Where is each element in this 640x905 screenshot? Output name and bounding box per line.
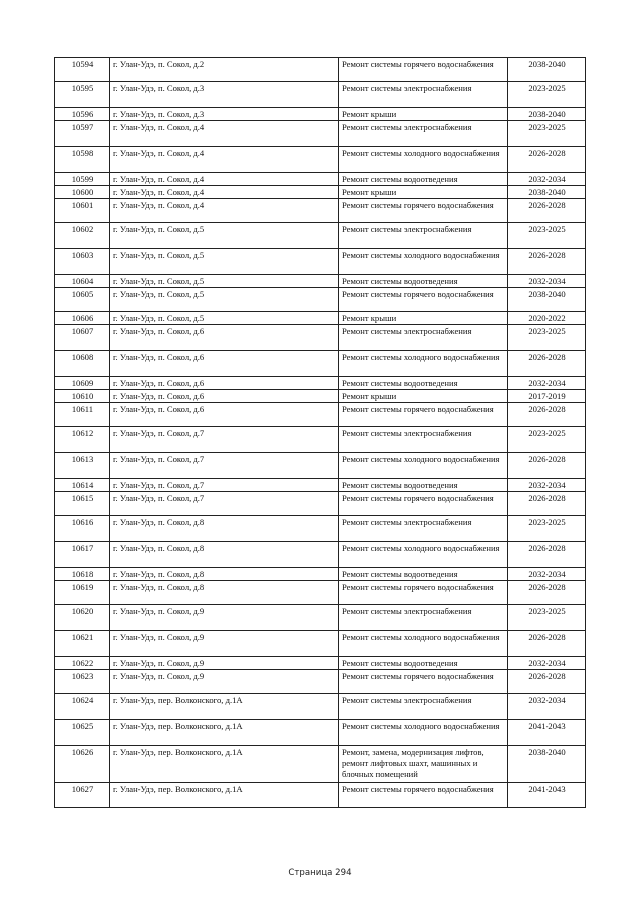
row-number: 10595 — [55, 82, 110, 108]
address-cell: г. Улан-Удэ, п. Сокол, д.6 — [110, 325, 339, 351]
work-type-cell: Ремонт системы водоотведения — [339, 568, 508, 581]
address-cell: г. Улан-Удэ, п. Сокол, д.8 — [110, 516, 339, 542]
row-number: 10618 — [55, 568, 110, 581]
address-cell: г. Улан-Удэ, п. Сокол, д.9 — [110, 605, 339, 631]
row-number: 10626 — [55, 746, 110, 783]
address-cell: г. Улан-Удэ, п. Сокол, д.5 — [110, 275, 339, 288]
work-type-cell: Ремонт системы холодного водоснабжения — [339, 453, 508, 479]
work-type-cell: Ремонт системы горячего водоснабжения — [339, 492, 508, 516]
table-row — [55, 82, 586, 108]
address-cell: г. Улан-Удэ, п. Сокол, д.5 — [110, 223, 339, 249]
row-number: 10617 — [55, 542, 110, 568]
row-number: 10606 — [55, 312, 110, 325]
work-type-cell: Ремонт системы водоотведения — [339, 377, 508, 390]
table-row — [55, 121, 586, 147]
address-cell: г. Улан-Удэ, п. Сокол, д.7 — [110, 479, 339, 492]
period-cell: 2026-2028 — [508, 670, 586, 694]
period-cell: 2032-2034 — [508, 657, 586, 670]
period-cell: 2017-2019 — [508, 390, 586, 403]
address-cell: г. Улан-Удэ, п. Сокол, д.9 — [110, 631, 339, 657]
work-type-cell: Ремонт системы холодного водоснабжения — [339, 720, 508, 746]
row-number: 10602 — [55, 223, 110, 249]
table-row — [55, 58, 586, 82]
table-row — [55, 199, 586, 223]
address-cell: г. Улан-Удэ, п. Сокол, д.8 — [110, 568, 339, 581]
address-cell: г. Улан-Удэ, п. Сокол, д.6 — [110, 390, 339, 403]
period-cell: 2026-2028 — [508, 542, 586, 568]
work-type-cell: Ремонт системы горячего водоснабжения — [339, 670, 508, 694]
address-cell: г. Улан-Удэ, п. Сокол, д.7 — [110, 453, 339, 479]
work-type-cell: Ремонт системы горячего водоснабжения — [339, 581, 508, 605]
row-number: 10610 — [55, 390, 110, 403]
address-cell: г. Улан-Удэ, п. Сокол, д.8 — [110, 581, 339, 605]
period-cell: 2026-2028 — [508, 351, 586, 377]
period-cell: 2032-2034 — [508, 173, 586, 186]
period-cell: 2032-2034 — [508, 694, 586, 720]
row-number: 10613 — [55, 453, 110, 479]
period-cell: 2023-2025 — [508, 82, 586, 108]
table-row — [55, 720, 586, 746]
row-number: 10625 — [55, 720, 110, 746]
row-number: 10627 — [55, 783, 110, 808]
address-cell: г. Улан-Удэ, п. Сокол, д.4 — [110, 173, 339, 186]
period-cell: 2032-2034 — [508, 479, 586, 492]
work-type-cell: Ремонт системы горячего водоснабжения — [339, 783, 508, 808]
period-cell: 2041-2043 — [508, 720, 586, 746]
period-cell: 2026-2028 — [508, 199, 586, 223]
row-number: 10604 — [55, 275, 110, 288]
address-cell: г. Улан-Удэ, п. Сокол, д.5 — [110, 288, 339, 312]
period-cell: 2041-2043 — [508, 783, 586, 808]
row-number: 10623 — [55, 670, 110, 694]
period-cell: 2038-2040 — [508, 288, 586, 312]
table-row — [55, 581, 586, 605]
row-number: 10605 — [55, 288, 110, 312]
period-cell: 2032-2034 — [508, 568, 586, 581]
work-type-cell: Ремонт системы электроснабжения — [339, 121, 508, 147]
period-cell: 2026-2028 — [508, 581, 586, 605]
work-type-cell: Ремонт системы горячего водоснабжения — [339, 58, 508, 82]
row-number: 10619 — [55, 581, 110, 605]
table-row — [55, 249, 586, 275]
table-row — [55, 568, 586, 581]
table-row — [55, 746, 586, 783]
address-cell: г. Улан-Удэ, п. Сокол, д.5 — [110, 249, 339, 275]
work-type-cell: Ремонт системы холодного водоснабжения — [339, 147, 508, 173]
work-type-cell: Ремонт крыши — [339, 390, 508, 403]
period-cell: 2023-2025 — [508, 121, 586, 147]
work-type-cell: Ремонт системы холодного водоснабжения — [339, 249, 508, 275]
work-type-cell: Ремонт системы горячего водоснабжения — [339, 288, 508, 312]
period-cell: 2023-2025 — [508, 325, 586, 351]
row-number: 10601 — [55, 199, 110, 223]
row-number: 10616 — [55, 516, 110, 542]
row-number: 10611 — [55, 403, 110, 427]
work-type-cell: Ремонт системы электроснабжения — [339, 516, 508, 542]
address-cell: г. Улан-Удэ, п. Сокол, д.4 — [110, 121, 339, 147]
period-cell: 2026-2028 — [508, 453, 586, 479]
row-number: 10609 — [55, 377, 110, 390]
address-cell: г. Улан-Удэ, п. Сокол, д.5 — [110, 312, 339, 325]
table-row — [55, 351, 586, 377]
row-number: 10596 — [55, 108, 110, 121]
repair-schedule-table — [54, 57, 586, 808]
row-number: 10612 — [55, 427, 110, 453]
row-number: 10615 — [55, 492, 110, 516]
period-cell: 2038-2040 — [508, 186, 586, 199]
address-cell: г. Улан-Удэ, п. Сокол, д.4 — [110, 199, 339, 223]
table-row — [55, 275, 586, 288]
table-body — [55, 58, 586, 808]
table-row — [55, 657, 586, 670]
row-number: 10614 — [55, 479, 110, 492]
address-cell: г. Улан-Удэ, п. Сокол, д.3 — [110, 82, 339, 108]
work-type-cell: Ремонт системы холодного водоснабжения — [339, 631, 508, 657]
address-cell: г. Улан-Удэ, п. Сокол, д.6 — [110, 351, 339, 377]
period-cell: 2038-2040 — [508, 746, 586, 783]
address-cell: г. Улан-Удэ, пер. Волконского, д.1А — [110, 783, 339, 808]
address-cell: г. Улан-Удэ, п. Сокол, д.8 — [110, 542, 339, 568]
address-cell: г. Улан-Удэ, п. Сокол, д.6 — [110, 377, 339, 390]
work-type-cell: Ремонт системы электроснабжения — [339, 325, 508, 351]
period-cell: 2026-2028 — [508, 403, 586, 427]
table-row — [55, 108, 586, 121]
work-type-cell: Ремонт крыши — [339, 186, 508, 199]
address-cell: г. Улан-Удэ, п. Сокол, д.3 — [110, 108, 339, 121]
period-cell: 2026-2028 — [508, 147, 586, 173]
work-type-cell: Ремонт системы электроснабжения — [339, 427, 508, 453]
work-type-cell: Ремонт системы водоотведения — [339, 275, 508, 288]
row-number: 10622 — [55, 657, 110, 670]
work-type-cell: Ремонт, замена, модернизация лифтов, ремонт лифтовых шахт, машинных и блочных помещений — [339, 746, 508, 783]
table-row — [55, 479, 586, 492]
address-cell: г. Улан-Удэ, п. Сокол, д.7 — [110, 492, 339, 516]
work-type-cell: Ремонт системы электроснабжения — [339, 82, 508, 108]
work-type-cell: Ремонт крыши — [339, 312, 508, 325]
row-number: 10598 — [55, 147, 110, 173]
period-cell: 2023-2025 — [508, 223, 586, 249]
work-type-cell: Ремонт крыши — [339, 108, 508, 121]
table-row — [55, 783, 586, 808]
table-row — [55, 312, 586, 325]
address-cell: г. Улан-Удэ, п. Сокол, д.4 — [110, 147, 339, 173]
table-row — [55, 542, 586, 568]
work-type-cell: Ремонт системы водоотведения — [339, 657, 508, 670]
table-row — [55, 325, 586, 351]
table-row — [55, 403, 586, 427]
address-cell: г. Улан-Удэ, п. Сокол, д.7 — [110, 427, 339, 453]
row-number: 10607 — [55, 325, 110, 351]
period-cell: 2020-2022 — [508, 312, 586, 325]
period-cell: 2023-2025 — [508, 427, 586, 453]
period-cell: 2038-2040 — [508, 58, 586, 82]
row-number: 10624 — [55, 694, 110, 720]
work-type-cell: Ремонт системы горячего водоснабжения — [339, 403, 508, 427]
table-row — [55, 453, 586, 479]
address-cell: г. Улан-Удэ, пер. Волконского, д.1А — [110, 746, 339, 783]
work-type-cell: Ремонт системы горячего водоснабжения — [339, 199, 508, 223]
address-cell: г. Улан-Удэ, п. Сокол, д.2 — [110, 58, 339, 82]
work-type-cell: Ремонт системы холодного водоснабжения — [339, 351, 508, 377]
period-cell: 2023-2025 — [508, 516, 586, 542]
address-cell: г. Улан-Удэ, пер. Волконского, д.1А — [110, 694, 339, 720]
row-number: 10621 — [55, 631, 110, 657]
address-cell: г. Улан-Удэ, п. Сокол, д.4 — [110, 186, 339, 199]
table-row — [55, 694, 586, 720]
period-cell: 2026-2028 — [508, 631, 586, 657]
table-row — [55, 605, 586, 631]
period-cell: 2026-2028 — [508, 249, 586, 275]
address-cell: г. Улан-Удэ, п. Сокол, д.9 — [110, 657, 339, 670]
work-type-cell: Ремонт системы электроснабжения — [339, 605, 508, 631]
row-number: 10603 — [55, 249, 110, 275]
table-row — [55, 223, 586, 249]
row-number: 10600 — [55, 186, 110, 199]
period-cell: 2026-2028 — [508, 492, 586, 516]
work-type-cell: Ремонт системы холодного водоснабжения — [339, 542, 508, 568]
table-row — [55, 390, 586, 403]
period-cell: 2038-2040 — [508, 108, 586, 121]
table-row — [55, 377, 586, 390]
address-cell: г. Улан-Удэ, п. Сокол, д.6 — [110, 403, 339, 427]
address-cell: г. Улан-Удэ, пер. Волконского, д.1А — [110, 720, 339, 746]
row-number: 10599 — [55, 173, 110, 186]
table-row — [55, 516, 586, 542]
period-cell: 2023-2025 — [508, 605, 586, 631]
table-row — [55, 173, 586, 186]
table-row — [55, 631, 586, 657]
period-cell: 2032-2034 — [508, 275, 586, 288]
work-type-cell: Ремонт системы водоотведения — [339, 479, 508, 492]
address-cell: г. Улан-Удэ, п. Сокол, д.9 — [110, 670, 339, 694]
row-number: 10597 — [55, 121, 110, 147]
row-number: 10620 — [55, 605, 110, 631]
table-row — [55, 288, 586, 312]
row-number: 10608 — [55, 351, 110, 377]
work-type-cell: Ремонт системы электроснабжения — [339, 223, 508, 249]
table-row — [55, 492, 586, 516]
table-row — [55, 147, 586, 173]
row-number: 10594 — [55, 58, 110, 82]
page-number: Страница 294 — [288, 868, 352, 878]
table-row — [55, 670, 586, 694]
table-row — [55, 427, 586, 453]
period-cell: 2032-2034 — [508, 377, 586, 390]
work-type-cell: Ремонт системы водоотведения — [339, 173, 508, 186]
table-row — [55, 186, 586, 199]
work-type-cell: Ремонт системы электроснабжения — [339, 694, 508, 720]
